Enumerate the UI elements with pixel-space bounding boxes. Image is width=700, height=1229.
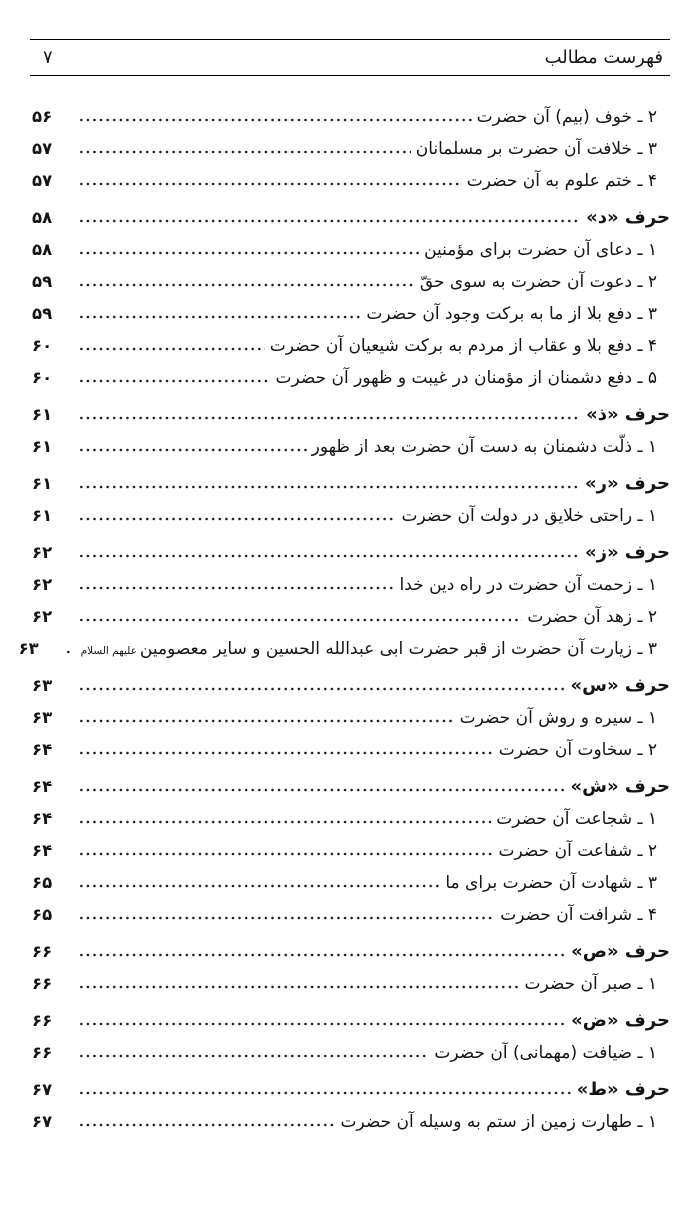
toc-row-title: حرف «ص» — [571, 941, 670, 962]
dotted-leader — [78, 586, 395, 590]
toc-row-page-number: ۶۶ — [32, 1011, 53, 1030]
dotted-leader — [78, 448, 307, 452]
dotted-leader — [78, 1054, 429, 1058]
toc-row-page-number: ۶۵ — [32, 905, 53, 924]
toc-section-row — [30, 399, 670, 431]
dotted-leader — [78, 820, 491, 824]
toc-row-title: ۲ ـ زهد آن حضرت — [527, 607, 657, 627]
toc-row — [30, 165, 670, 197]
toc-row — [30, 569, 670, 601]
toc-section-row — [30, 202, 670, 234]
dotted-leader — [78, 517, 396, 521]
toc-row — [30, 362, 670, 394]
toc-row-title: ۱ ـ صبر آن حضرت — [524, 974, 657, 994]
toc-row-page-number: ۶۵ — [32, 873, 53, 892]
toc-row — [30, 500, 670, 532]
toc-row-page-number: ۶۷ — [32, 1080, 53, 1099]
dotted-leader — [78, 916, 495, 920]
toc-row-page-number: ۶۰ — [32, 368, 53, 387]
toc-row-title: ۲ ـ خوف (بیم) آن حضرت — [476, 107, 657, 127]
toc-row — [30, 298, 670, 330]
dotted-leader — [78, 118, 472, 122]
toc-row — [30, 835, 670, 867]
toc-row-title: ۴ ـ ختم علوم به آن حضرت — [466, 171, 657, 191]
dotted-leader — [78, 347, 265, 351]
toc-row-title: ۲ ـ دعوت آن حضرت به سوی حقّ — [419, 272, 657, 292]
toc-section-row — [30, 1074, 670, 1106]
toc-row-title: ۳ ـ شهادت آن حضرت برای ما — [445, 873, 657, 893]
toc-row — [30, 1037, 670, 1069]
toc-row-page-number: ۵۹ — [32, 304, 53, 323]
dotted-leader — [78, 315, 361, 319]
toc-row — [18, 633, 670, 665]
dotted-leader — [78, 1123, 335, 1127]
toc-row — [30, 899, 670, 931]
toc-row-title: حرف «ز» — [585, 542, 670, 563]
toc-row-title: ۴ ـ دفع بلا و عقاب از مردم به برکت شیعیان آن حضرت — [269, 336, 657, 356]
dotted-leader — [78, 1022, 566, 1026]
toc-row-page-number: ۶۶ — [32, 974, 53, 993]
dotted-leader — [78, 1091, 572, 1095]
toc-row-title: ۲ ـ شفاعت آن حضرت — [498, 841, 657, 861]
toc-row-page-number: ۵۹ — [32, 272, 53, 291]
toc-section-row — [30, 468, 670, 500]
toc-row-page-number: ۶۴ — [32, 841, 53, 860]
toc-row-title: حرف «ض» — [571, 1010, 670, 1031]
toc-row — [30, 234, 670, 266]
toc-row-title: ۱ ـ شجاعت آن حضرت — [496, 809, 657, 829]
toc-row-title: ۳ ـ دفع بلا از ما به برکت وجود آن حضرت — [366, 304, 657, 324]
dotted-leader — [78, 719, 455, 723]
toc-row-page-number: ۶۴ — [32, 740, 53, 759]
dotted-leader — [78, 852, 494, 856]
page-header — [30, 39, 670, 76]
toc-row-title: حرف «ر» — [585, 473, 670, 494]
dotted-leader — [78, 687, 566, 691]
toc-row — [30, 101, 670, 133]
dotted-leader — [78, 554, 580, 558]
toc-row — [30, 803, 670, 835]
dotted-leader — [78, 416, 581, 420]
dotted-leader — [78, 251, 419, 255]
toc-row-title: ۳ ـ زیارت آن حضرت از قبر حضرت ابی عبدالله الحسین و سایر معصومین — [139, 639, 657, 659]
toc-row — [30, 601, 670, 633]
toc-row-page-number: ۶۷ — [32, 1112, 53, 1131]
toc-row-page-number: ۶۲ — [32, 607, 53, 626]
toc-row-page-number: ۵۶ — [32, 107, 53, 126]
toc-row-page-number: ۶۴ — [32, 777, 53, 796]
toc-row-page-number: ۶۴ — [32, 809, 53, 828]
toc-row — [30, 1106, 670, 1138]
toc-row-page-number: ۶۰ — [32, 336, 53, 355]
toc-row — [30, 133, 670, 165]
toc-row-page-number: ۶۱ — [32, 437, 53, 456]
dotted-leader — [78, 150, 411, 154]
toc-row-title: ۵ ـ دفع دشمنان از مؤمنان در غیبت و ظهور آن حضرت — [275, 368, 657, 388]
dotted-leader — [78, 219, 581, 223]
toc-row-page-number: ۶۲ — [32, 575, 53, 594]
toc-row-title: حرف «ذ» — [586, 404, 670, 425]
dotted-leader — [78, 751, 494, 755]
toc-row-page-number: ۶۶ — [32, 942, 53, 961]
dotted-leader — [78, 953, 566, 957]
toc-row — [30, 266, 670, 298]
dotted-leader — [65, 650, 73, 654]
toc-row-title: حرف «ش» — [570, 776, 670, 797]
toc-row — [30, 867, 670, 899]
toc-row-page-number: ۶۶ — [32, 1043, 53, 1062]
header-page-number: ۷ — [43, 47, 53, 68]
toc-row-title: ۱ ـ ضیافت (مهمانی) آن حضرت — [434, 1043, 657, 1063]
dotted-leader — [78, 182, 462, 186]
toc-section-row — [30, 936, 670, 968]
toc-row-page-number: ۵۸ — [32, 208, 53, 227]
dotted-leader — [78, 884, 440, 888]
toc-row-title: ۳ ـ خلافت آن حضرت بر مسلمانان — [415, 139, 657, 159]
toc-row-page-number: ۵۷ — [32, 171, 53, 190]
toc-row-page-number: ۶۳ — [32, 676, 53, 695]
toc-row — [30, 330, 670, 362]
toc-row-title: ۱ ـ سیره و روش آن حضرت — [459, 708, 657, 728]
toc-row-title: ۱ ـ ذلّت دشمنان به دست آن حضرت بعد از ظهور — [311, 437, 657, 457]
toc-row-title: ۱ ـ زحمت آن حضرت در راه دین خدا — [399, 575, 657, 595]
toc-row-title: ۲ ـ سخاوت آن حضرت — [498, 740, 657, 760]
toc-row-page-number: ۵۷ — [32, 139, 53, 158]
dotted-leader — [78, 788, 566, 792]
dotted-leader — [78, 379, 271, 383]
toc-row-title: ۱ ـ دعای آن حضرت برای مؤمنین — [424, 240, 657, 260]
header-title: فهرست مطالب — [544, 47, 663, 68]
toc-row-title: حرف «ط» — [576, 1079, 670, 1100]
toc-section-row — [30, 537, 670, 569]
toc-row-honorific: علیهم السلام — [80, 645, 137, 657]
toc-list — [18, 101, 670, 1138]
toc-section-row — [30, 670, 670, 702]
dotted-leader — [78, 985, 519, 989]
toc-row — [30, 734, 670, 766]
toc-row-page-number: ۵۸ — [32, 240, 53, 259]
dotted-leader — [78, 618, 522, 622]
toc-row — [30, 702, 670, 734]
toc-row-page-number: ۶۲ — [32, 543, 53, 562]
toc-section-row — [30, 1005, 670, 1037]
toc-row-title: حرف «س» — [570, 675, 670, 696]
toc-row — [30, 431, 670, 463]
toc-row-page-number: ۶۱ — [32, 405, 53, 424]
document-page — [0, 39, 700, 1229]
dotted-leader — [78, 485, 580, 489]
toc-row — [30, 968, 670, 1000]
toc-row-page-number: ۶۱ — [32, 506, 53, 525]
toc-row-page-number: ۶۱ — [32, 474, 53, 493]
toc-row-title: ۴ ـ شرافت آن حضرت — [500, 905, 657, 925]
toc-row-title: ۱ ـ راحتی خلایق در دولت آن حضرت — [401, 506, 657, 526]
toc-row-page-number: ۶۳ — [18, 639, 39, 658]
toc-section-row — [30, 771, 670, 803]
toc-row-title: ۱ ـ طهارت زمین از ستم به وسیله آن حضرت — [340, 1112, 657, 1132]
toc-row-page-number: ۶۳ — [32, 708, 53, 727]
toc-row-title: حرف «د» — [586, 207, 670, 228]
dotted-leader — [78, 283, 415, 287]
